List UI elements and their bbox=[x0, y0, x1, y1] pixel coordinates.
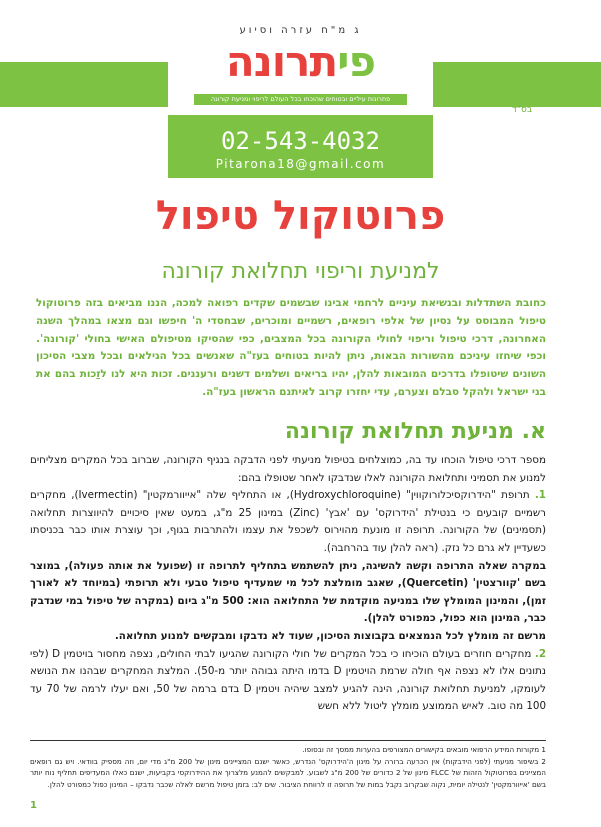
section-a-item2 bbox=[30, 646, 546, 716]
bsd-mark: בס"ד bbox=[512, 105, 533, 115]
item2-number: 2. bbox=[534, 647, 546, 660]
intro-paragraph: כחובת השתדלות ובנשיאת עיניים לרחמי אבינו שבשמים שקדים רפואה למכה, הננו מביאים בזה פרוטוקול טיפול המבוסס על נסיון של אלפי רופאים, רשמיים ומוכרים, שבחסדי ה' חיפשו וגם מצאו במהלך השנה האחרונה, דרכי טיפול וריפוי לחולי הקורונה בכל המצבים, כפי שהסיקו מטיפולם האישי בחולי 'קורונה'. וכפי שיחזו עיניכם מהשורות הבאות, ניתן להיות בטוחים בעז"ה שאנשים בכל הגילאים ובכל מצבי הסיכון השונים שיטופלו בדרכים המובאות להלן, יהיו בריאים ושלמים דשנים ורעננים. זכות היא לנו לזַכות בהם את בני ישראל ולהקל סבלם וצערם, עדי יחזרו קרוב לאיתנם הראשון בעז"ה. bbox=[36, 297, 546, 398]
section-a-p3 bbox=[30, 628, 546, 646]
item1-text: תרופת "הידרוקסיכלורוקווין" (Hydroxychloroquine), או התחליף שלה "אייוורמקטין" (Ivermectin), מחקרים רשמיים קובעים כי בנטילת 'הידרוקס' עם 'אבץ' (Zinc) במינון 25 מ"ג, במעט שאין סיכויים להיווצרות תחלואה (תסמינים) של הקורונה. תרופה זו מונעת מהוירוס לשכפל את עצמו ולהתרבות בגוף, וכך עוצרת אותו כבר בכניסתו כשעדיין לא גרם כל נזק. (ראה להלן עוד בהרחבה). bbox=[30, 489, 546, 554]
logo-tagline: ג מ"ח עזרה וסיוע bbox=[239, 25, 362, 36]
logo-wordmark-part1: פי bbox=[337, 37, 376, 86]
footnote-1: 1 מקורות המידע הרפואי מובאים בקישורים המצורפים בהערות ממסך זה ובסופו. bbox=[302, 745, 546, 754]
section-a-p3-text: מרשם זה מומלץ לכל הנמצאים בקבוצות הסיכון, שעוד לא נדבקו ומבקשים למנוע תחלואה. bbox=[114, 629, 546, 642]
section-a-p2 bbox=[30, 558, 546, 628]
phone-number: 02-543-4032 bbox=[221, 127, 380, 155]
section-a-p1: מספר דרכי טיפול הוכחו עד בה, כמוצלחים בטיפול מניעתי לפני הדבקה בנגיף הקורונה, שברוב בכל המקרים מצליחים למנוע את תסמיני ותחלואת הקורונה לאלו שנדבקו לאחר שטופלו בהם: bbox=[30, 454, 546, 484]
footnotes bbox=[30, 740, 546, 790]
page-title: פרוטוקול טיפול bbox=[155, 193, 446, 239]
logo-wordmark bbox=[168, 38, 433, 86]
logo-box bbox=[168, 0, 433, 178]
item2-text: מחקרים חוזרים בעולם הוכיחו כי בכל המקרים של חולי הקורונה שהגיעו לבתי החולים, נצפה מחסור בויטמין D (לפי נתונים אלו לא נצפה אף חולה שרמת הויטמין D בדמו היתה גבוהה יותר מ-50). המלצת המחקרים שבהנו את הנושא לעומקו, למניעת תחלואת קורונה, הינה להגיע למצב שיהיה ויטמין D בדם ברמה של 50, ואם יעלו לרמה של 70 עד 100 מה טוב. לאיש הממוצע מומלץ ליטול ללא חשש bbox=[30, 647, 546, 713]
email-address: Pitarona18@gmail.com bbox=[215, 157, 386, 171]
page-number: 1 bbox=[30, 800, 37, 811]
item1-number: 1. bbox=[534, 489, 546, 502]
logo-subline: פתרונות עיליים ובטוחים שהוכחו בכל העולם לריפוי ומניעת קורונה bbox=[194, 94, 407, 105]
section-a-heading: א. מניעת תחלואת קורונה bbox=[284, 419, 546, 444]
section-a-p2-text: במקרה שאלה התרופה וקשה להשיגה, ניתן להשתמש בתחליף לתרופה זו (שפועל את אותה פעולה), במוצר בשם 'קוורצטין' (Quercetin), שאגב מומלצת לכל מי שמעדיף טיפול טבעי ולא תרופתי (במיוחד לא לאורך זמן), והמינון המומלץ שלו במניעה מוקדמת של התחלואה הוא: 500 מ"ג ביום (במקרה של טיפול במי שנדבק כבר, המינון הוא כפול, כמפורט להלן). bbox=[30, 559, 546, 625]
footnote-2: 2 בשיפור מניעתי (לפני הידבקות) אין הכרעה ברורה על מינון ה'הידרוקס' הנדרש, כאשר ישנם המצייינים מינון של 200 מ"ג מדי יום, וזה מספיק בוודאי. ויש גם רופאים המציינים בפרוטוקול הזהות של FLCC מינון של 2 כדורים של 200 מ"ג לשבוע. למבקשים להמנע מלצרוך את ההידרוקסי בקביעות, ישנם כאלו המעדיפים תחליף נוח יותר בשם 'אייוורמקטין' לנטילה יומית, נקוה שבקרוב נקבל במות של תרופה זו לרווחת הציבור. שים לב: בזמן טיפול מרשם לאלה שכבר נדבקו – המינון כפול כמפורט להלן. bbox=[30, 756, 546, 789]
section-a-body bbox=[30, 452, 546, 716]
page-subtitle: למניעת וריפוי תחלואת קורונה bbox=[161, 259, 440, 284]
logo-wordmark-part2: תרונה bbox=[225, 37, 338, 86]
contact-box bbox=[168, 115, 433, 178]
section-a-item1 bbox=[30, 487, 546, 557]
logo bbox=[168, 0, 433, 115]
